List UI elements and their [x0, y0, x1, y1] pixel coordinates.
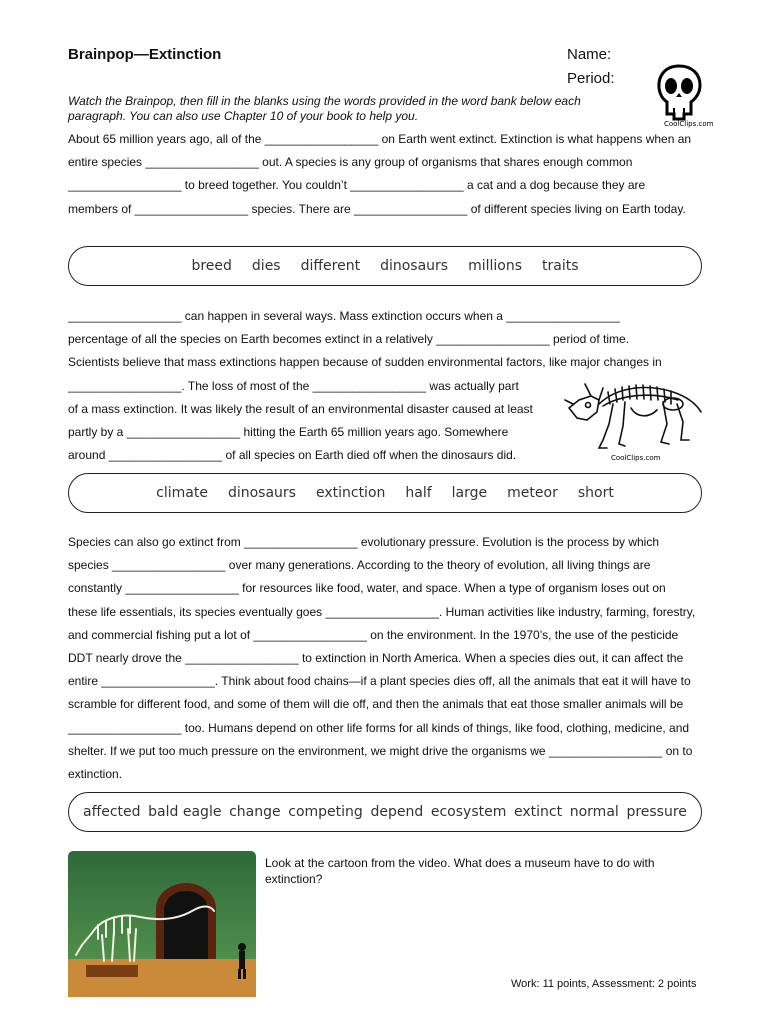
name-label: Name:	[567, 46, 612, 63]
word-bank-2	[68, 473, 702, 513]
paragraph-2-line: _________________ can happen in several ways. Mass extinction occurs when a _________________	[68, 309, 620, 323]
word-bank-1	[68, 246, 702, 286]
bank-word: affected	[83, 804, 141, 820]
bank-word: breed	[191, 258, 232, 274]
page-title: Brainpop—Extinction	[68, 46, 222, 63]
bank-word: half	[405, 485, 432, 501]
paragraph-2-line: Scientists believe that mass extinctions happen because of sudden environmental factors, like major changes in	[68, 355, 662, 370]
period-label: Period:	[567, 70, 615, 87]
bank-word: millions	[468, 258, 523, 274]
bank-word: normal	[569, 804, 619, 820]
triceratops-skeleton-icon	[563, 378, 703, 464]
bank-word: change	[229, 804, 281, 820]
bank-word: different	[300, 258, 361, 274]
paragraph-2-line: of a mass extinction. It was likely the result of an environmental disaster caused at least	[68, 401, 533, 416]
cartoon-question: Look at the cartoon from the video. What does a museum have to do with extinction?	[265, 856, 655, 886]
paragraph-2-line: percentage of all the species on Earth becomes extinct in a relatively _________________ period of time.	[68, 332, 630, 347]
bank-word: ecosystem	[430, 804, 507, 820]
paragraph-2-line: _________________. The loss of most of the _________________ was actually part	[68, 378, 519, 393]
paragraph-2-line: around _________________ of all species on Earth died off when the dinosaurs did.	[68, 448, 517, 463]
bank-word: dinosaurs	[380, 258, 449, 274]
paragraph-2-line: partly by a _________________ hitting the Earth 65 million years ago. Somewhere	[68, 425, 509, 440]
skull-credit: CoolClips.com	[664, 120, 714, 128]
skull-icon	[654, 64, 714, 128]
museum-cartoon-image	[68, 851, 256, 997]
bank-word: bald eagle	[148, 804, 222, 820]
points-note: Work: 11 points, Assessment: 2 points	[511, 978, 697, 990]
bank-word: competing	[288, 804, 363, 820]
bank-word: climate	[156, 485, 208, 501]
dino-credit: CoolClips.com	[611, 454, 661, 462]
bank-word: pressure	[626, 804, 687, 820]
bank-word: extinct	[514, 804, 563, 820]
paragraph-3: Species can also go extinct from _________________ evolutionary pressure. Evolution is the process by which species _________________ over many generations. According to the theory of evolution, all living things are constantly _________________ for resources like food, water, and space. When a type of organism loses out on these life essentials, its species eventually goes _________________. Human activities like industry, farming, forestry, and commercial fishing put a lot of _________________ on the environment. In the 1970’s, the use of the pesticide DDT nearly drove the _________________ to extinction in North America. When a species dies out, it can affect the entire _________________. Think about food chains—if a plant species dies off, all the animals that eat it will have to scramble for different food, and some of them will die off, and then the animals that eat those smaller animals will be _________________ too. Humans depend on other life forms for all kinds of things, like food, clothing, medicine, and shelter. If we put too much pressure on the environment, we might drive the organisms we _________________ on to extinction.	[68, 535, 696, 782]
instructions: Watch the Brainpop, then fill in the blanks using the words provided in the word bank below each paragraph. You can also use Chapter 10 of your book to help you.	[68, 94, 581, 123]
bank-word: dies	[251, 258, 281, 274]
bank-word: large	[451, 485, 488, 501]
bank-word: short	[577, 485, 614, 501]
paragraph-1: About 65 million years ago, all of the _________________ on Earth went extinct. Extinction is what happens when an entire species _________________ out. A species is any group of organisms that shares enough common _________________ to breed together. You couldn’t _________________ a cat and a dog because they are members of _________________ species. There are _________________ of different species living on Earth today.	[68, 132, 692, 216]
bank-word: dinosaurs	[227, 485, 296, 501]
bank-word: extinction	[315, 485, 386, 501]
bank-word: depend	[370, 804, 424, 820]
bank-word: traits	[542, 258, 579, 274]
word-bank-3	[68, 792, 702, 832]
bank-word: meteor	[507, 485, 558, 501]
